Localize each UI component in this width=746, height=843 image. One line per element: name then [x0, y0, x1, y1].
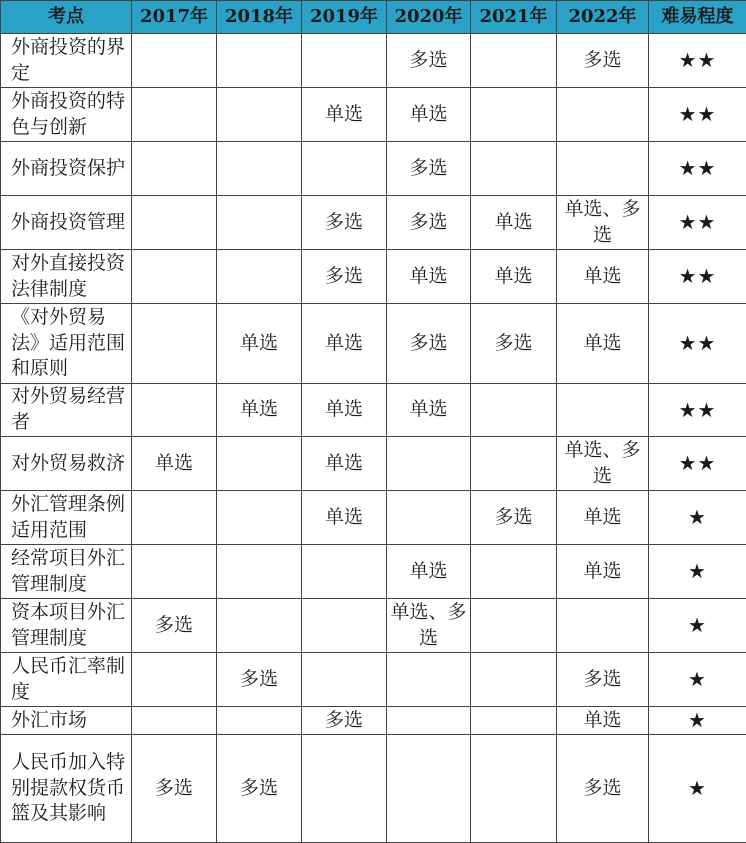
- year-cell-2019: [302, 599, 387, 653]
- topic-cell: 对外直接投资法律制度: [1, 250, 132, 304]
- year-cell-2018: [217, 142, 302, 196]
- year-cell-2022: 多选: [557, 34, 649, 88]
- year-cell-2020: [387, 707, 471, 735]
- table-row: [1, 545, 746, 599]
- year-cell-2018: [217, 599, 302, 653]
- year-cell-2017: [132, 707, 217, 735]
- table-row: [1, 599, 746, 653]
- year-cell-2020: 多选: [387, 34, 471, 88]
- table-row: [1, 142, 746, 196]
- difficulty-stars: ★: [649, 707, 746, 735]
- year-cell-2022: [557, 599, 649, 653]
- year-cell-2018: 单选: [217, 384, 302, 437]
- year-cell-2022: 单选、多选: [557, 196, 649, 250]
- year-cell-2017: [132, 250, 217, 304]
- year-cell-2017: [132, 196, 217, 250]
- year-cell-2017: [132, 304, 217, 384]
- difficulty-stars: ★★: [649, 196, 746, 250]
- year-cell-2019: 多选: [302, 196, 387, 250]
- year-cell-2018: [217, 88, 302, 142]
- year-cell-2019: [302, 34, 387, 88]
- year-cell-2019: 单选: [302, 304, 387, 384]
- year-cell-2020: 单选、多选: [387, 599, 471, 653]
- year-cell-2020: [387, 491, 471, 545]
- topic-cell: 资本项目外汇管理制度: [1, 599, 132, 653]
- year-cell-2019: 单选: [302, 384, 387, 437]
- header-2017: 2017年: [132, 1, 217, 34]
- table-row: [1, 735, 746, 843]
- year-cell-2022: 单选: [557, 304, 649, 384]
- header-2021: 2021年: [471, 1, 557, 34]
- year-cell-2019: 多选: [302, 250, 387, 304]
- year-cell-2021: [471, 34, 557, 88]
- year-cell-2022: 单选、多选: [557, 437, 649, 491]
- year-cell-2017: 多选: [132, 735, 217, 843]
- topic-cell: 外商投资的特色与创新: [1, 88, 132, 142]
- year-cell-2020: [387, 437, 471, 491]
- year-cell-2021: [471, 599, 557, 653]
- table-row: [1, 437, 746, 491]
- header-2018: 2018年: [217, 1, 302, 34]
- year-cell-2019: [302, 653, 387, 707]
- year-cell-2021: [471, 437, 557, 491]
- year-cell-2020: 多选: [387, 142, 471, 196]
- year-cell-2017: [132, 384, 217, 437]
- year-cell-2021: [471, 545, 557, 599]
- year-cell-2019: 多选: [302, 707, 387, 735]
- table-row: [1, 88, 746, 142]
- year-cell-2019: 单选: [302, 491, 387, 545]
- year-cell-2022: 单选: [557, 491, 649, 545]
- header-row: [1, 1, 746, 34]
- year-cell-2020: 单选: [387, 250, 471, 304]
- year-cell-2017: 多选: [132, 599, 217, 653]
- table-row: [1, 384, 746, 437]
- year-cell-2020: 多选: [387, 304, 471, 384]
- year-cell-2021: [471, 707, 557, 735]
- year-cell-2022: [557, 88, 649, 142]
- year-cell-2020: [387, 735, 471, 843]
- difficulty-stars: ★★: [649, 34, 746, 88]
- table-row: [1, 250, 746, 304]
- year-cell-2018: [217, 34, 302, 88]
- year-cell-2020: 单选: [387, 384, 471, 437]
- difficulty-stars: ★: [649, 599, 746, 653]
- year-cell-2022: 多选: [557, 735, 649, 843]
- year-cell-2022: 单选: [557, 707, 649, 735]
- year-cell-2018: [217, 437, 302, 491]
- topic-cell: 外商投资管理: [1, 196, 132, 250]
- topic-cell: 经常项目外汇管理制度: [1, 545, 132, 599]
- year-cell-2018: [217, 196, 302, 250]
- year-cell-2019: 单选: [302, 437, 387, 491]
- year-cell-2022: 单选: [557, 545, 649, 599]
- year-cell-2017: 单选: [132, 437, 217, 491]
- year-cell-2021: [471, 88, 557, 142]
- topic-cell: 人民币加入特别提款权货币篮及其影响: [1, 735, 132, 843]
- table-row: [1, 34, 746, 88]
- year-cell-2020: 单选: [387, 545, 471, 599]
- year-cell-2018: 多选: [217, 653, 302, 707]
- header-2022: 2022年: [557, 1, 649, 34]
- header-difficulty: 难易程度: [649, 1, 746, 34]
- topic-cell: 人民币汇率制度: [1, 653, 132, 707]
- year-cell-2018: [217, 545, 302, 599]
- year-cell-2021: 多选: [471, 304, 557, 384]
- difficulty-stars: ★: [649, 735, 746, 843]
- topic-cell: 外汇管理条例适用范围: [1, 491, 132, 545]
- header-2020: 2020年: [387, 1, 471, 34]
- topic-cell: 外商投资保护: [1, 142, 132, 196]
- year-cell-2017: [132, 142, 217, 196]
- year-cell-2022: [557, 142, 649, 196]
- year-cell-2021: [471, 142, 557, 196]
- year-cell-2017: [132, 491, 217, 545]
- year-cell-2019: [302, 142, 387, 196]
- year-cell-2019: 单选: [302, 88, 387, 142]
- year-cell-2021: [471, 735, 557, 843]
- year-cell-2020: [387, 653, 471, 707]
- topic-cell: 外商投资的界定: [1, 34, 132, 88]
- difficulty-stars: ★★: [649, 384, 746, 437]
- year-cell-2019: [302, 545, 387, 599]
- topic-cell: 对外贸易经营者: [1, 384, 132, 437]
- year-cell-2017: [132, 34, 217, 88]
- year-cell-2017: [132, 545, 217, 599]
- year-cell-2021: [471, 384, 557, 437]
- year-cell-2022: [557, 384, 649, 437]
- header-topic: 考点: [1, 1, 132, 34]
- year-cell-2021: 单选: [471, 196, 557, 250]
- topic-cell: 《对外贸易法》适用范围和原则: [1, 304, 132, 384]
- table-row: [1, 653, 746, 707]
- difficulty-stars: ★: [649, 545, 746, 599]
- difficulty-stars: ★★: [649, 304, 746, 384]
- year-cell-2018: [217, 707, 302, 735]
- table-row: [1, 196, 746, 250]
- topic-cell: 对外贸易救济: [1, 437, 132, 491]
- difficulty-stars: ★: [649, 491, 746, 545]
- table-row: [1, 491, 746, 545]
- year-cell-2022: 单选: [557, 250, 649, 304]
- year-cell-2018: 单选: [217, 304, 302, 384]
- header-2019: 2019年: [302, 1, 387, 34]
- difficulty-stars: ★★: [649, 142, 746, 196]
- year-cell-2021: [471, 653, 557, 707]
- year-cell-2020: 多选: [387, 196, 471, 250]
- year-cell-2021: 单选: [471, 250, 557, 304]
- year-cell-2018: [217, 491, 302, 545]
- year-cell-2017: [132, 653, 217, 707]
- difficulty-stars: ★★: [649, 437, 746, 491]
- topic-cell: 外汇市场: [1, 707, 132, 735]
- year-cell-2022: 多选: [557, 653, 649, 707]
- difficulty-stars: ★: [649, 653, 746, 707]
- year-cell-2020: 单选: [387, 88, 471, 142]
- year-cell-2018: [217, 250, 302, 304]
- table-row: [1, 707, 746, 735]
- year-cell-2019: [302, 735, 387, 843]
- year-cell-2017: [132, 88, 217, 142]
- table-row: [1, 304, 746, 384]
- difficulty-stars: ★★: [649, 250, 746, 304]
- difficulty-stars: ★★: [649, 88, 746, 142]
- year-cell-2018: 多选: [217, 735, 302, 843]
- year-cell-2021: 多选: [471, 491, 557, 545]
